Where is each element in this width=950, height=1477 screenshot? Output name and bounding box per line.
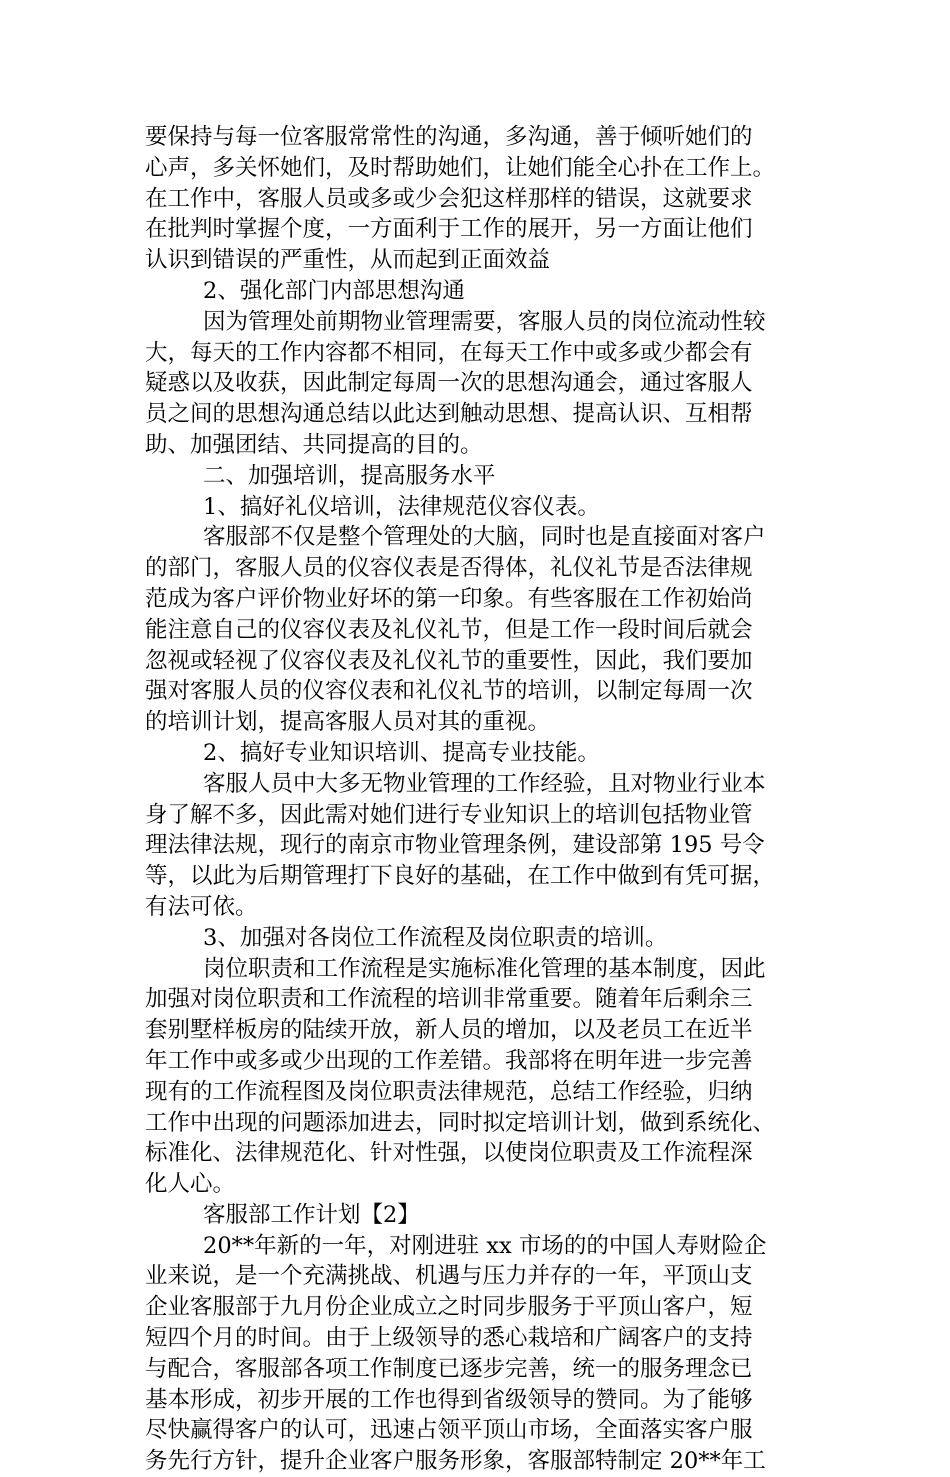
text-line: 客服部不仅是整个管理处的大脑，同时也是直接面对客户: [203, 524, 766, 551]
text-line: 二、加强培训，提高服务水平: [203, 462, 496, 489]
text-line: 标准化、法律规范化、针对性强，以使岗位职责及工作流程深: [145, 1140, 753, 1167]
text-line: 助、加强团结、共同提高的目的。: [145, 431, 483, 458]
text-line: 2、强化部门内部思想沟通: [203, 277, 465, 304]
text-line: 员之间的思想沟通总结以此达到触动思想、提高认识、互相帮: [145, 401, 753, 428]
text-line: 化人心。: [145, 1171, 236, 1198]
text-line: 基本形成，初步开展的工作也得到省级领导的赞同。为了能够: [145, 1386, 753, 1413]
text-line: 工作中出现的问题添加进去，同时拟定培训计划，做到系统化、: [145, 1109, 776, 1136]
text-line: 年工作中或多或少出现的工作差错。我部将在明年进一步完善: [145, 1047, 753, 1074]
text-line: 身了解不多，因此需对她们进行专业知识上的培训包括物业管: [145, 801, 753, 828]
text-line: 1、搞好礼仪培训，法律规范仪容仪表。: [203, 493, 600, 520]
text-line: 岗位职责和工作流程是实施标准化管理的基本制度，因此: [203, 955, 766, 982]
text-line: 现有的工作流程图及岗位职责法律规范，总结工作经验，归纳: [145, 1078, 753, 1105]
text-line: 尽快赢得客户的认可，迅速占领平顶山市场，全面落实客户服: [145, 1417, 753, 1444]
text-line: 范成为客户评价物业好坏的第一印象。有些客服在工作初始尚: [145, 585, 753, 612]
text-line: 认识到错误的严重性，从而起到正面效益: [145, 247, 551, 274]
text-line: 能注意自己的仪容仪表及礼仪礼节，但是工作一段时间后就会: [145, 616, 753, 643]
text-line: 心声，多关怀她们，及时帮助她们，让她们能全心扑在工作上。: [145, 154, 776, 181]
text-line: 强对客服人员的仪容仪表和礼仪礼节的培训，以制定每周一次: [145, 678, 753, 705]
text-line: 的培训计划，提高客服人员对其的重视。: [145, 709, 551, 736]
text-line: 理法律法规，现行的南京市物业管理条例，建设部第 195 号令: [145, 832, 765, 859]
text-line: 要保持与每一位客服常常性的沟通，多沟通，善于倾听她们的: [145, 124, 753, 150]
text-line: 2、搞好专业知识培训、提高专业技能。: [203, 739, 600, 766]
text-line: 大，每天的工作内容都不相同，在每天工作中或多或少都会有: [145, 339, 753, 366]
text-line: 业来说，是一个充满挑战、机遇与压力并存的一年，平顶山支: [145, 1263, 753, 1290]
text-line: 有法可依。: [145, 893, 258, 920]
text-line: 与配合，客服部各项工作制度已逐步完善，统一的服务理念已: [145, 1355, 753, 1382]
text-line: 在批判时掌握个度，一方面利于工作的展开，另一方面让他们: [145, 216, 753, 243]
text-line: 3、加强对各岗位工作流程及岗位职责的培训。: [203, 924, 668, 951]
text-line: 短四个月的时间。由于上级领导的悉心栽培和广阔客户的支持: [145, 1325, 753, 1352]
text-line: 的部门，客服人员的仪容仪表是否得体，礼仪礼节是否法律规: [145, 555, 753, 582]
text-line: 因为管理处前期物业管理需要，客服人员的岗位流动性较: [203, 308, 766, 335]
text-line: 务先行方针，提升企业客户服务形象，客服部特制定 20**年工: [145, 1448, 766, 1475]
text-line: 加强对岗位职责和工作流程的培训非常重要。随着年后剩余三: [145, 986, 753, 1013]
text-line: 企业客服部于九月份企业成立之时同步服务于平顶山客户，短: [145, 1294, 753, 1321]
text-line: 疑惑以及收获，因此制定每周一次的思想沟通会，通过客服人: [145, 370, 753, 397]
text-line: 忽视或轻视了仪容仪表及礼仪礼节的重要性，因此，我们要加: [145, 647, 753, 674]
text-line: 客服人员中大多无物业管理的工作经验，且对物业行业本: [203, 770, 766, 797]
text-line: 套别墅样板房的陆续开放，新人员的增加，以及老员工在近半: [145, 1017, 753, 1044]
text-line: 在工作中，客服人员或多或少会犯这样那样的错误，这就要求: [145, 185, 753, 212]
text-line: 等，以此为后期管理打下良好的基础，在工作中做到有凭可据，: [145, 863, 776, 890]
text-line: 客服部工作计划【2】: [203, 1201, 420, 1228]
text-line: 20**年新的一年，对刚进驻 xx 市场的的中国人寿财险企: [203, 1232, 767, 1259]
document-body: [145, 122, 835, 1477]
